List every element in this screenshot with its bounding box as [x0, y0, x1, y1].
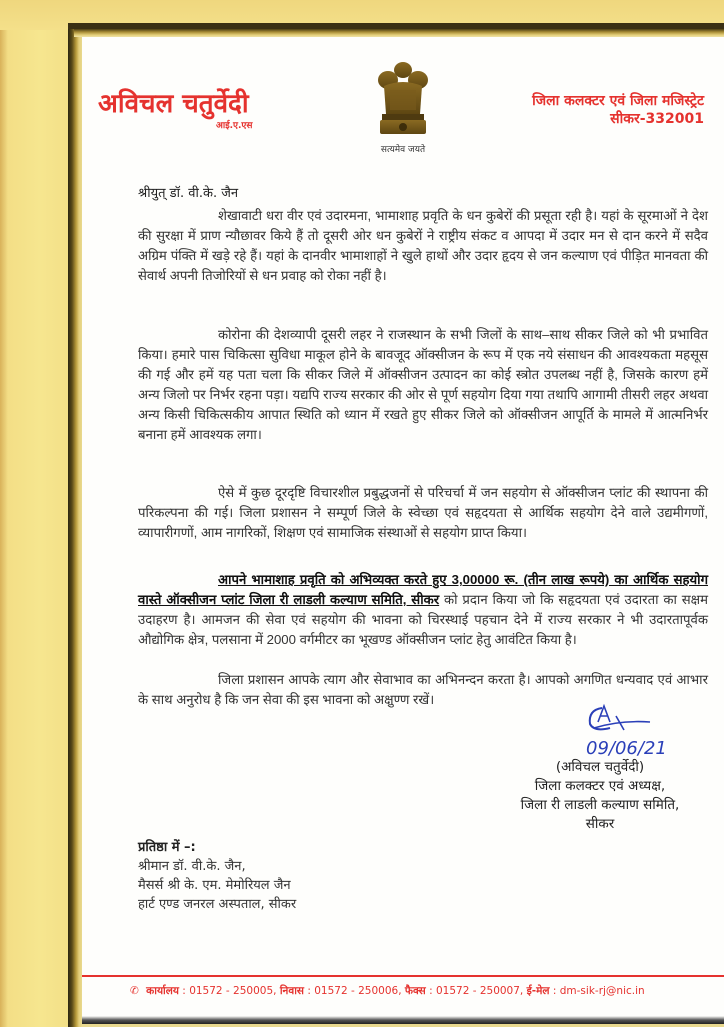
signatory-name: (अविचल चतुर्वेदी) [555, 759, 645, 775]
emblem-motto: सत्यमेव जयते [380, 145, 426, 155]
signature-block [490, 758, 710, 834]
designation-location: सीकर-332001 [610, 111, 704, 127]
signatory-designation-1: जिला कलक्टर एवं अध्यक्ष, [534, 778, 666, 794]
paragraph-2: कोरोना की देशव्यापी दूसरी लहर ने राजस्थान के सभी जिलों के साथ–साथ सीकर जिले को भी प्रभावित किया। हमारे पास चिकित्सा सुविधा माकूल होने के बावजूद ऑक्सीजन के रूप में एक नये संसाधन की आवश्यकता महसूस की गई और हमें यह पता चला कि सीकर जिले में ऑक्सीजन उत्पादन का कोई स्त्रोत उपलब्ध नहीं है, जिसके कारण हमें अन्य जिलो पर निर्भर रहना पड़ा। यद्यपि राज्य सरकार की ओर से पूर्ण सहयोग दिया गया तथापि आगामी तीसरी लहर अथवा अन्य किसी चिकित्सकीय आपात स्थिति को ध्यान में रखते हुए सीकर जिले को ऑक्सीजन आपूर्ति के मामले में आत्मनिर्भर बनाना हमें आवश्यक लगा। [138, 327, 708, 442]
paragraph-3: ऐसे में कुछ दूरदृष्टि विचारशील प्रबुद्धजनों से परिचर्चा में जन सहयोग से ऑक्सीजन प्लांट की स्थापना की परिकल्पना की गई। जिला प्रशासन ने सम्पूर्ण जिले के स्वेच्छा एवं सहृदयता से आर्थिक सहयोग देने वाले उद्यमीगणों, व्यापारीगणों, आम नागरिकों, शिक्षण एवं सामाजिक संस्थाओं से सहयोग प्राप्त किया। [138, 485, 708, 540]
recipient-line: हार्ट एण्ड जनरल अस्पताल, सीकर [138, 897, 297, 912]
frame-top-edge [74, 29, 724, 37]
ashoka-emblem-icon [374, 56, 432, 146]
residence-phone: 01572 - 250006 [314, 985, 399, 997]
office-phone: 01572 - 250005 [189, 985, 274, 997]
residence-label: निवास [279, 985, 305, 997]
signature-date: 09/06/21 [586, 738, 667, 759]
recipient-line: श्रीमान डॉ. वी.के. जैन, [138, 859, 246, 874]
paragraph-4-rest: को प्रदान किया जो कि सहृदयता एवं उदारता का सक्षम उदाहरण है। आमजन की सेवा एवं सहयोग की भावना को चिरस्थाई पहचान देने में राज्य सरकार ने भी उदारतापूर्वक औद्योगिक क्षेत्र, पलसाना में 2000 वर्गमीटर का भूखण्ड ऑक्सीजन प्लांट हेतु आवंटित किया है। [138, 592, 709, 647]
email-label: ई-मेल [526, 985, 550, 997]
signatory-designation-3: सीकर [585, 816, 615, 832]
footer-divider [82, 975, 724, 977]
signatory-designation-2: जिला री लाडली कल्याण समिति, [520, 797, 680, 813]
designation-title: जिला कलक्टर एवं जिला मजिस्ट्रेट [532, 93, 704, 109]
handwritten-signature-icon [580, 700, 680, 760]
contact-footer: ✆ कार्यालय : 01572 - 250005, निवास : 01572 - 250006, फैक्स : 01572 - 250007, ई-मेल : dm-sik-rj@nic.in [130, 985, 645, 997]
donation-highlight: आपने भामाशाह प्रवृति को अभिव्यक्त करते हुए 3,00000 रू. (तीन लाख रूपये) का आर्थिक सहयोग वास्ते ऑक्सीजन प्लांट जिला री लाडली कल्याण समिति, सीकर [138, 572, 708, 607]
recipient-line: मैसर्स श्री के. एम. मेमोरियल जैन [138, 878, 291, 893]
office-label: कार्यालय [146, 985, 179, 997]
recipient-block [138, 838, 296, 914]
fax-number: 01572 - 250007 [435, 985, 520, 997]
email-address[interactable]: dm-sik-rj@nic.in [559, 985, 645, 997]
frame-bottom-edge [82, 1016, 724, 1024]
salutation: श्रीयुत् डॉ. वी.के. जैन [138, 186, 239, 201]
officer-name: अविचल चतुर्वेदी [98, 89, 249, 119]
recipient-heading: प्रतिष्ठा में –: [138, 840, 196, 855]
paragraph-4 [138, 570, 708, 650]
officer-service: आई.ए.एस [216, 121, 253, 131]
designation-block [532, 92, 704, 128]
paragraph-1: शेखावाटी धरा वीर एवं उदारमना, भामाशाह प्रवृति के धन कुबेरों की प्रसूता रही है। यहां के सूरमाओं ने देश की सुरक्षा में प्राण न्यौछावर किये हैं तो दूसरी ओर धन कुबेरों ने राष्ट्रीय संकट व आपदा में उदार मन से दान करने में सदैव अग्रिम पंक्ति में खड़े रहे हैं। यहां के दानवीर भामाशाहों ने खुले हाथों और उदार हृदय से जन कल्याण एवं पीड़ित मानवता की सेवार्थ अपनी तिजोरियों से धन प्रवाह को रोका नहीं है। [138, 208, 708, 283]
phone-icon: ✆ [130, 985, 139, 997]
paragraph-5: जिला प्रशासन आपके त्याग और सेवाभाव का अभिनन्दन करता है। आपको अगणित धन्यवाद एवं आभार के साथ अनुरोध है कि जन सेवा की इस भावना को अक्षुण्ण रखें। [138, 672, 708, 707]
fax-label: फैक्स [404, 985, 426, 997]
